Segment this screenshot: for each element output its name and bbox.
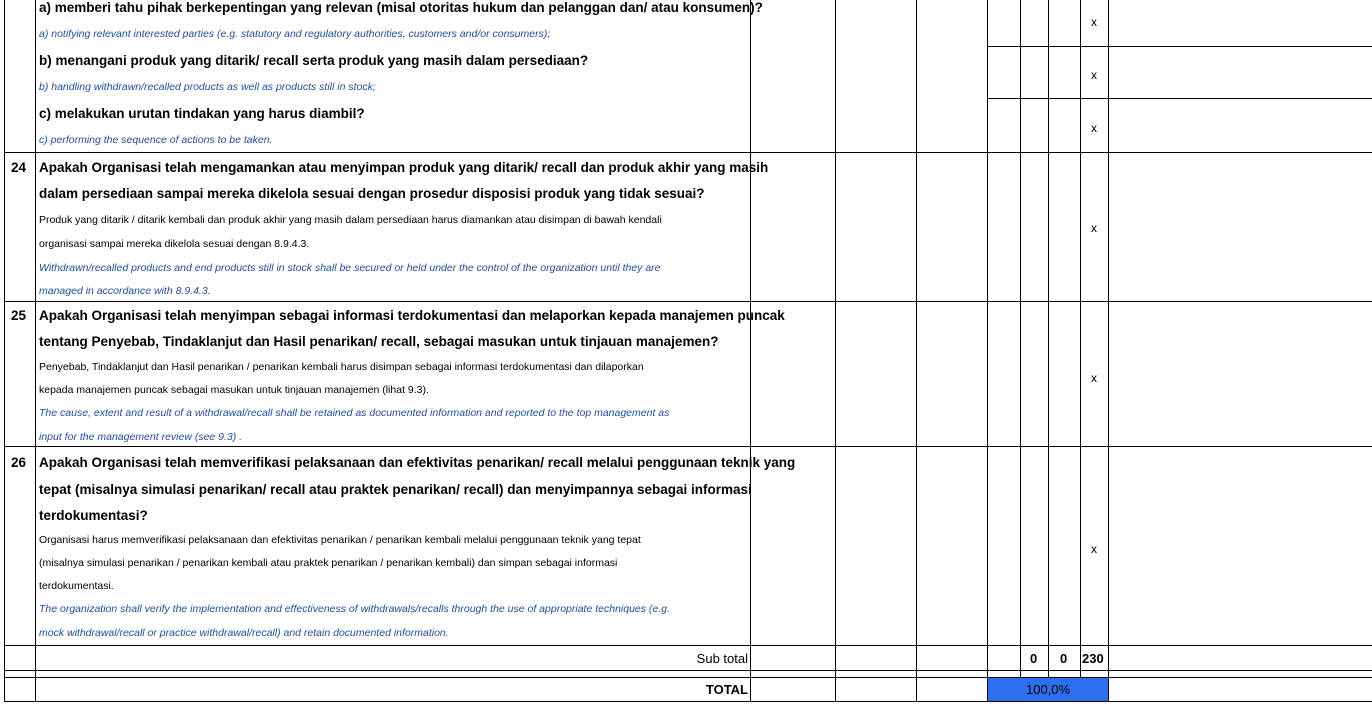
row-number: 25 — [11, 308, 27, 323]
compliance-mark: x — [1091, 121, 1097, 135]
grid-line — [1108, 0, 1109, 702]
grid-line — [4, 677, 1372, 678]
requirement-indonesian: Produk yang ditarik / ditarik kembali dan produk akhir yang masih dalam persediaan harus diamankan atau disimpan di bawah kendali — [39, 214, 662, 226]
question-text: terdokumentasi? — [39, 508, 148, 523]
requirement-indonesian: terdokumentasi. — [39, 580, 114, 592]
grid-line — [750, 0, 751, 702]
question-text: Apakah Organisasi telah menyimpan sebagai informasi terdokumentasi dan melaporkan kepada manajemen puncak — [39, 308, 785, 323]
sub-question-a-english: a) notifying relevant interested parties (e.g. statutory and regulatory authorities, customers and/or consumers); — [39, 28, 551, 40]
grid-line — [987, 46, 1372, 47]
grid-line — [835, 0, 836, 702]
row-number: 26 — [11, 455, 27, 470]
grid-line — [4, 645, 1372, 646]
subtotal-value-b: 0 — [1060, 651, 1068, 666]
sub-question-b-english: b) handling withdrawn/recalled products as well as products still in stock; — [39, 81, 376, 93]
grid-line — [987, 0, 988, 702]
subtotal-value-c: 230 — [1082, 651, 1104, 666]
question-text: Apakah Organisasi telah mengamankan atau menyimpan produk yang ditarik/ recall dan produk akhir yang masih — [39, 160, 769, 175]
requirement-english: input for the management review (see 9.3) . — [39, 431, 243, 443]
requirement-indonesian: (misalnya simulasi penarikan / penarikan kembali atau praktek penarikan / penarikan kembali) dan simpan sebagai informasi — [39, 557, 618, 569]
question-text: tepat (misalnya simulasi penarikan/ recall atau praktek penarikan/ recall) dan menyimpannya sebagai informasi — [39, 482, 752, 497]
grid-line — [4, 670, 1372, 671]
compliance-mark: x — [1091, 221, 1097, 235]
sub-question-c: c) melakukan urutan tindakan yang harus diambil? — [39, 106, 365, 121]
requirement-english: Withdrawn/recalled products and end products still in stock shall be secured or held under the control of the organization until they are — [39, 262, 661, 274]
grid-line — [1048, 0, 1049, 677]
requirement-english: managed in accordance with 8.9.4.3. — [39, 285, 211, 297]
question-text: Apakah Organisasi telah memverifikasi pelaksanaan dan efektivitas penarikan/ recall melalui penggunaan teknik yang — [39, 455, 796, 470]
grid-line — [35, 0, 36, 702]
total-value: 100,0% — [1026, 682, 1071, 697]
grid-line — [4, 0, 5, 702]
grid-line — [4, 301, 1372, 302]
requirement-english: The organization shall verify the implementation and effectiveness of withdrawals/recalls through the use of appropriate techniques (e.g. — [39, 603, 670, 615]
grid-line — [916, 0, 917, 702]
sub-question-b: b) menangani produk yang ditarik/ recall serta produk yang masih dalam persediaan? — [39, 53, 589, 68]
grid-line — [1020, 0, 1021, 677]
requirement-indonesian: kepada manajemen puncak sebagai masukan untuk tinjauan manajemen (lihat 9.3). — [39, 384, 429, 396]
row-number: 24 — [11, 160, 27, 175]
requirement-indonesian: Penyebab, Tindaklanjut dan Hasil penarikan / penarikan kembali harus disimpan sebagai informasi terdokumentasi dan dilaporkan — [39, 361, 644, 373]
compliance-mark: x — [1091, 542, 1097, 556]
compliance-mark: x — [1091, 68, 1097, 82]
requirement-indonesian: organisasi sampai mereka dikelola sesuai dengan 8.9.4.3. — [39, 238, 310, 250]
sub-question-a: a) memberi tahu pihak berkepentingan yang relevan (misal otoritas hukum dan pelanggan dan/ atau konsumen)? — [39, 0, 763, 15]
total-label: TOTAL — [705, 682, 748, 697]
subtotal-label: Sub total — [696, 651, 748, 666]
compliance-mark: x — [1091, 371, 1097, 385]
requirement-english: mock withdrawal/recall or practice withdrawal/recall) and retain documented information. — [39, 627, 449, 639]
sub-question-c-english: c) performing the sequence of actions to be taken. — [39, 134, 273, 146]
requirement-indonesian: Organisasi harus memverifikasi pelaksanaan dan efektivitas penarikan / penarikan kembali melalui penggunaan teknik yang tepat — [39, 534, 641, 546]
requirement-english: The cause, extent and result of a withdrawal/recall shall be retained as documented information and reported to the top management as — [39, 407, 670, 419]
subtotal-value-a: 0 — [1030, 651, 1038, 666]
question-text: dalam persediaan sampai mereka dikelola sesuai dengan prosedur disposisi produk yang tidak sesuai? — [39, 186, 705, 201]
grid-line — [4, 446, 1372, 447]
question-text: tentang Penyebab, Tindaklanjut dan Hasil penarikan/ recall, sebagai masukan untuk tinjauan manajemen? — [39, 334, 719, 349]
grid-line — [4, 152, 1372, 153]
compliance-mark: x — [1091, 15, 1097, 29]
grid-line — [4, 701, 1372, 702]
grid-line — [1080, 0, 1081, 677]
grid-line — [987, 98, 1372, 99]
